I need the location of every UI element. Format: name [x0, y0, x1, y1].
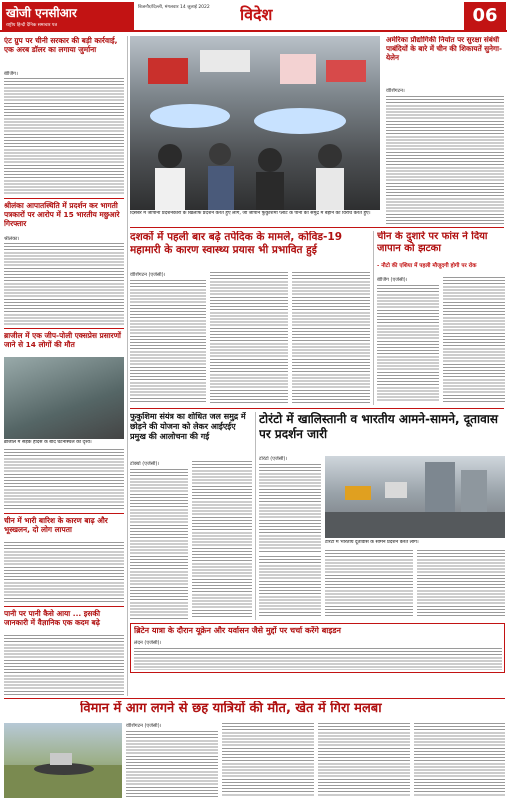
divider	[4, 606, 124, 607]
divider	[130, 227, 504, 228]
plane-body-col-4	[414, 723, 505, 797]
paper-logo	[2, 2, 134, 30]
china-fine-headline: एंट ग्रुप पर चीनी सरकार की बड़ी कार्रवाई, एक अरब डॉलर का लगाया जुर्माना	[4, 36, 118, 55]
china-fine-body	[4, 78, 124, 196]
toronto-body-col-2	[325, 550, 413, 618]
brazil-body	[4, 449, 124, 511]
china-france-headline: चीन के दुशारे पर फांस ने दिया जापान को झटका	[377, 231, 488, 255]
column-rule	[127, 36, 128, 696]
srilanka-byline: श्रीलंका।	[4, 236, 20, 242]
china-france-body-col-2	[443, 277, 505, 403]
protest-photo-art	[130, 36, 380, 210]
plane-crash-photo-art	[4, 723, 122, 798]
toronto-body-col-3	[417, 550, 505, 618]
fukushima-body-col-2	[192, 461, 252, 619]
covid-body-col-1	[130, 280, 206, 404]
water-headline: पानी पर पानी कैसे आया ... इसकी जानकारी में वैज्ञानिक एक कदम बढ़े	[4, 609, 100, 628]
paper-tagline: राष्ट्रीय हिन्दी दैनिक समाचार पत्र	[6, 23, 57, 28]
water-body	[4, 635, 124, 695]
toronto-photo-art	[325, 456, 505, 538]
divider	[4, 328, 124, 329]
toronto-body-col-1	[259, 464, 321, 554]
britain-byline: लंदन (एजेंसी)।	[134, 640, 162, 646]
brazil-headline: ब्राजील में एक जीप-पोली एक्सप्रेस प्रसारणों जाने से 14 लोगों की मौत	[4, 331, 121, 350]
plane-byline: वॉशिंगटन (एजेंसी)।	[126, 723, 162, 729]
fukushima-headline: फुकुशिमा संयंत्र का शोधित जल समुद्र में छोड़ने की योजना को लेकर आईएईए प्रमुख की आलोचना की गई	[130, 412, 246, 441]
toronto-photo	[325, 456, 505, 538]
paper-name: खोजी एनसीआर	[6, 6, 77, 20]
china-france-body-col-1	[377, 285, 439, 403]
divider	[130, 408, 504, 409]
section-title: विदेश	[240, 5, 273, 24]
covid-headline: दशकों में पहली बार बढ़े तपेदिक के मामले, कोविड-19 महामारी के कारण स्वास्थ्य प्रयास भी प्रभावित हुई	[130, 231, 343, 256]
column-rule	[373, 231, 374, 405]
covid-body-col-3	[292, 272, 370, 404]
srilanka-body	[4, 243, 124, 325]
china-france-byline: बीजिंग (एजेंसी)।	[377, 277, 408, 283]
brazil-photo-caption: ब्राजील में सड़क हादसे के बाद घटनास्थल का दृश्य।	[4, 440, 92, 445]
covid-body-col-2	[210, 272, 288, 404]
divider	[4, 198, 124, 199]
america-byline: वॉशिंगटन।	[386, 88, 405, 94]
britain-body	[134, 648, 502, 670]
brazil-accident-photo	[4, 357, 124, 439]
column-rule	[255, 412, 256, 620]
america-body	[386, 96, 504, 226]
srilanka-headline: श्रीलंका आपातस्थिति में प्रदर्शन कर भागती पत्रकारों पर आरोप में 15 भारतीय मछुआरे गिरफ्तार	[4, 201, 120, 229]
plane-body-col-3	[318, 723, 410, 797]
china-flood-headline: चीन में भारी बारिश के कारण बाढ़ और भूस्खलन, दो लोग लापता	[4, 516, 108, 535]
fukushima-byline: टोक्यो (एजेंसी)।	[130, 461, 160, 467]
plane-body-col-2	[222, 723, 314, 797]
protest-photo-caption: दिसंबर में जापानी प्रदर्शनकारी के खिलाफ प्रदर्शन करते हुए लोग, जो जापान फुकुशिमा प्लांट के पानी को समुद्र में बहाने का विरोध करते हुए।	[130, 211, 371, 216]
divider	[4, 698, 505, 699]
china-france-subhead: - नौटो की एशिया में पहली मौजूदगी होगी पर रोक	[377, 263, 477, 269]
divider	[4, 513, 124, 514]
protest-photo	[130, 36, 380, 210]
plane-body-col-1	[126, 731, 218, 797]
toronto-headline: टोरंटो में खालिस्तानी व भारतीय आमने-सामने, दूतावास पर प्रदर्शन जारी	[259, 412, 498, 441]
plane-headline: विमान में आग लगने से छह यात्रियों की मौत, खेत में गिरा मलबा	[80, 701, 382, 716]
britain-headline: ब्रिटेन यात्रा के दौरान यूक्रेन और यर्वासन जैसे मुद्दों पर चर्चा करेंगे बाइडन	[134, 626, 341, 635]
plane-crash-photo	[4, 723, 122, 798]
china-flood-body	[4, 542, 124, 604]
covid-byline: वॉशिंगटन (एजेंसी)।	[130, 272, 166, 278]
fukushima-body-col-1	[130, 469, 188, 619]
toronto-byline: टोरंटो (एजेंसी)।	[259, 456, 288, 462]
toronto-body-col-1b	[259, 556, 321, 618]
toronto-photo-caption: टोरंटो में भारतीय दूतावास के सामने प्रदर्शन करते लोग।	[325, 540, 419, 545]
america-headline: अमेरिका प्रौद्योगिकी निर्यात पर सुरक्षा संबंधी पाबंदियों के बारे में चीन की शिकायतें सुनेगा-येलेन	[386, 36, 502, 62]
page-number: 06	[464, 2, 506, 30]
china-fine-byline: बीजिंग।	[4, 71, 18, 77]
date-line: बिजनौर/दिल्ली, मंगलवार 14 जुलाई 2022	[138, 5, 210, 10]
